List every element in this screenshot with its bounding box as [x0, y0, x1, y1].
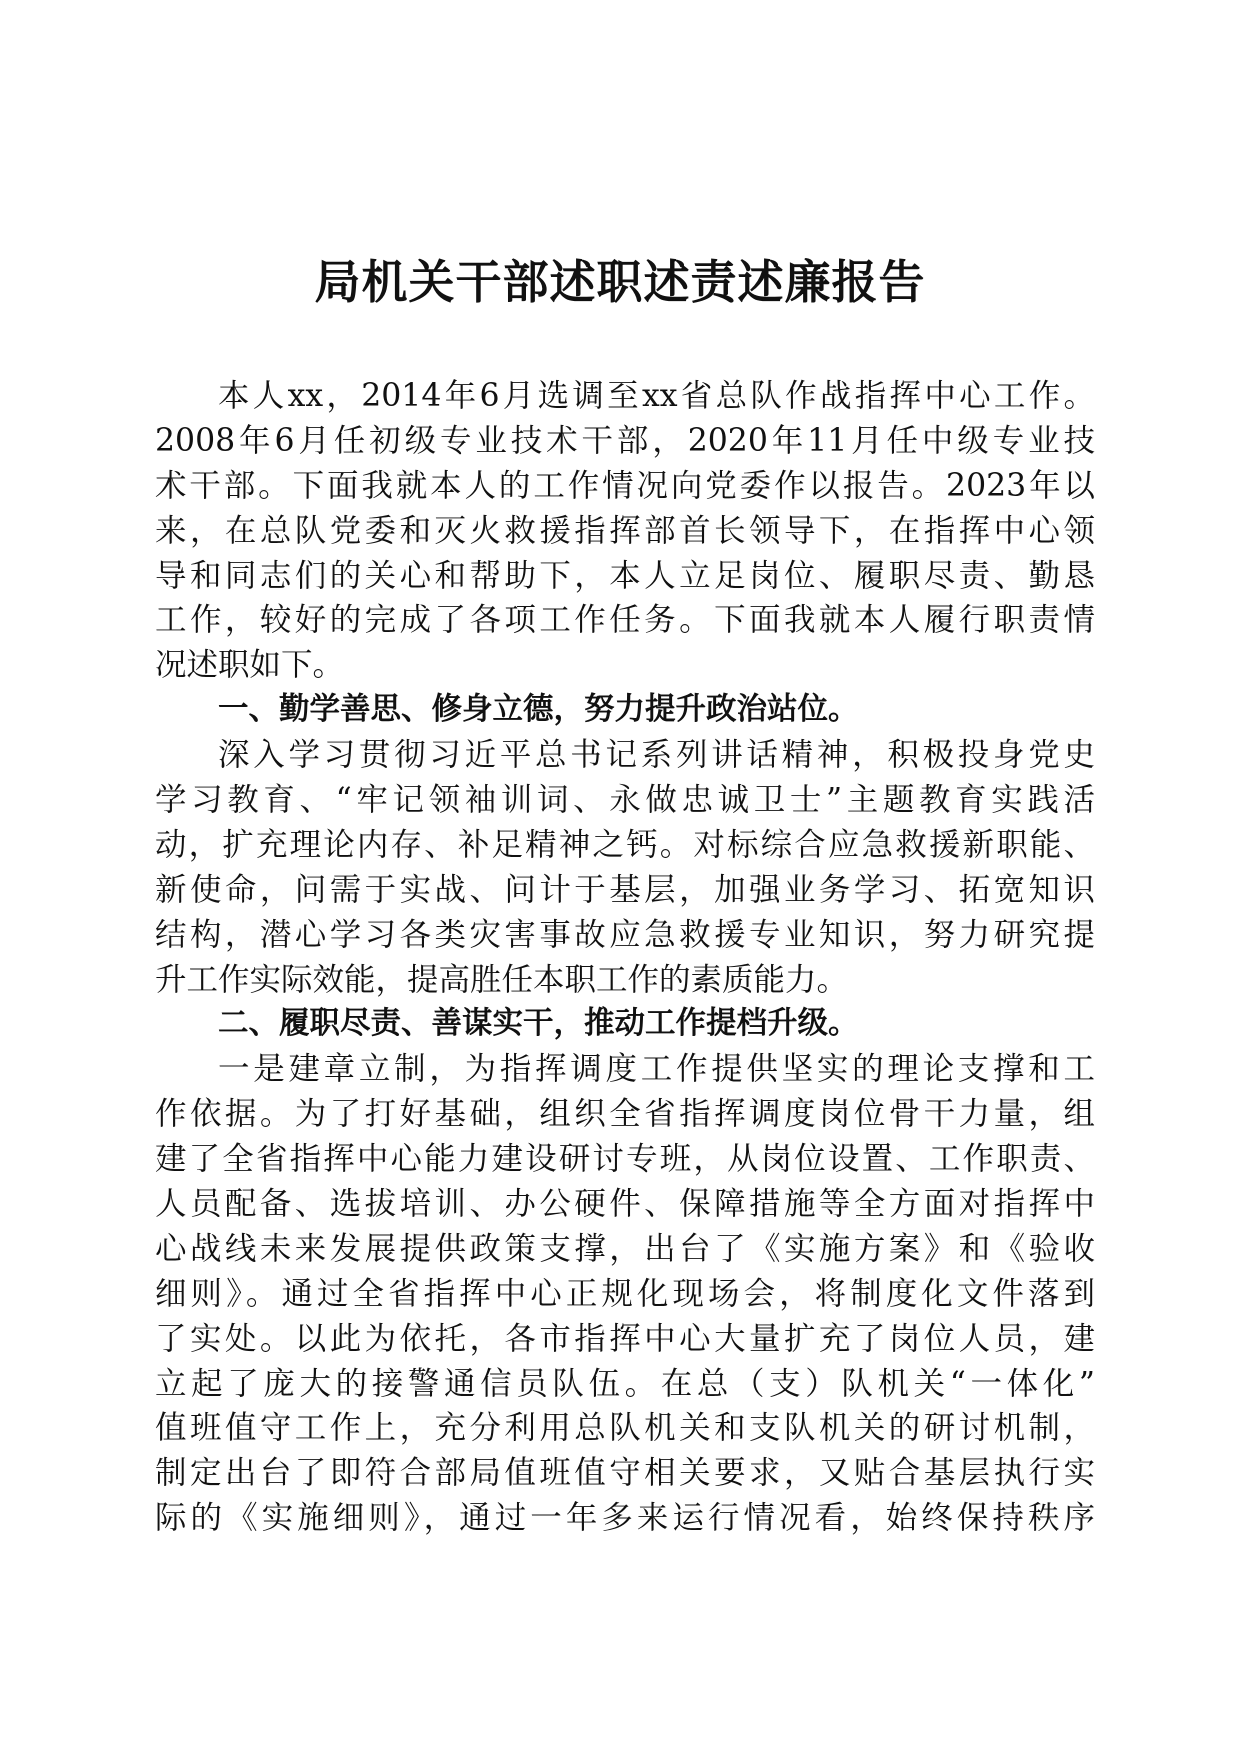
paragraph-2-line: 学习教育、“牢记领袖训词、永做忠诚卫士”主题教育实践活 [155, 782, 1095, 819]
paragraph-3-line: 际的《实施细则》，通过一年多来运行情况看，始终保持秩序 [155, 1500, 1095, 1537]
paragraph-3-line: 制定出台了即符合部局值班值守相关要求，又贴合基层执行实 [155, 1455, 1095, 1492]
paragraph-1-line: 来，在总队党委和灭火救援指挥部首长领导下，在指挥中心领 [155, 512, 1095, 549]
section-heading-1: 一、勤学善思、修身立德，努力提升政治站位。 [218, 692, 859, 728]
paragraph-3-line: 人员配备、选拔培训、办公硬件、保障措施等全方面对指挥中 [155, 1186, 1095, 1223]
paragraph-3-line: 心战线未来发展提供政策支撑，出台了《实施方案》和《验收 [155, 1230, 1095, 1267]
paragraph-3-line: 作依据。为了打好基础，组织全省指挥调度岗位骨干力量，组 [155, 1096, 1095, 1133]
paragraph-1-line: 本人xx，2014年6月选调至xx省总队作战指挥中心工作。 [218, 378, 1095, 414]
paragraph-2-line: 新使命，问需于实战、问计于基层，加强业务学习、拓宽知识 [155, 871, 1095, 908]
paragraph-2-line: 升工作实际效能，提高胜任本职工作的素质能力。 [155, 961, 849, 998]
document-body [155, 374, 1095, 1541]
paragraph-2-line: 动，扩充理论内存、补足精神之钙。对标综合应急救援新职能、 [155, 826, 1095, 863]
paragraph-3-line: 细则》。通过全省指挥中心正规化现场会，将制度化文件落到 [155, 1275, 1095, 1312]
paragraph-3-line: 一是建章立制，为指挥调度工作提供坚实的理论支撑和工 [218, 1051, 1095, 1088]
paragraph-2-line: 深入学习贯彻习近平总书记系列讲话精神，积极投身党史 [218, 737, 1095, 774]
paragraph-3-line: 立起了庞大的接警通信员队伍。在总（支）队机关“一体化” [155, 1365, 1095, 1402]
paragraph-1-line: 工作，较好的完成了各项工作任务。下面我就本人履行职责情 [155, 602, 1095, 639]
paragraph-1-line: 2008年6月任初级专业技术干部，2020年11月任中级专业技 [155, 422, 1095, 459]
paragraph-1-line: 导和同志们的关心和帮助下，本人立足岗位、履职尽责、勤恳 [155, 557, 1095, 594]
paragraph-3-line: 建了全省指挥中心能力建设研讨专班，从岗位设置、工作职责、 [155, 1141, 1095, 1178]
paragraph-3-line: 了实处。以此为依托，各市指挥中心大量扩充了岗位人员，建 [155, 1320, 1095, 1357]
section-heading-2: 二、履职尽责、善谋实干，推动工作提档升级。 [218, 1006, 859, 1042]
paragraph-2-line: 结构，潜心学习各类灾害事故应急救援专业知识，努力研究提 [155, 916, 1095, 953]
paragraph-1-line: 况述职如下。 [155, 647, 345, 684]
document-title: 局机关干部述职述责述廉报告 [314, 255, 926, 309]
paragraph-3-line: 值班值守工作上，充分利用总队机关和支队机关的研讨机制， [155, 1410, 1095, 1447]
paragraph-1-line: 术干部。下面我就本人的工作情况向党委作以报告。2023年以 [155, 467, 1095, 504]
